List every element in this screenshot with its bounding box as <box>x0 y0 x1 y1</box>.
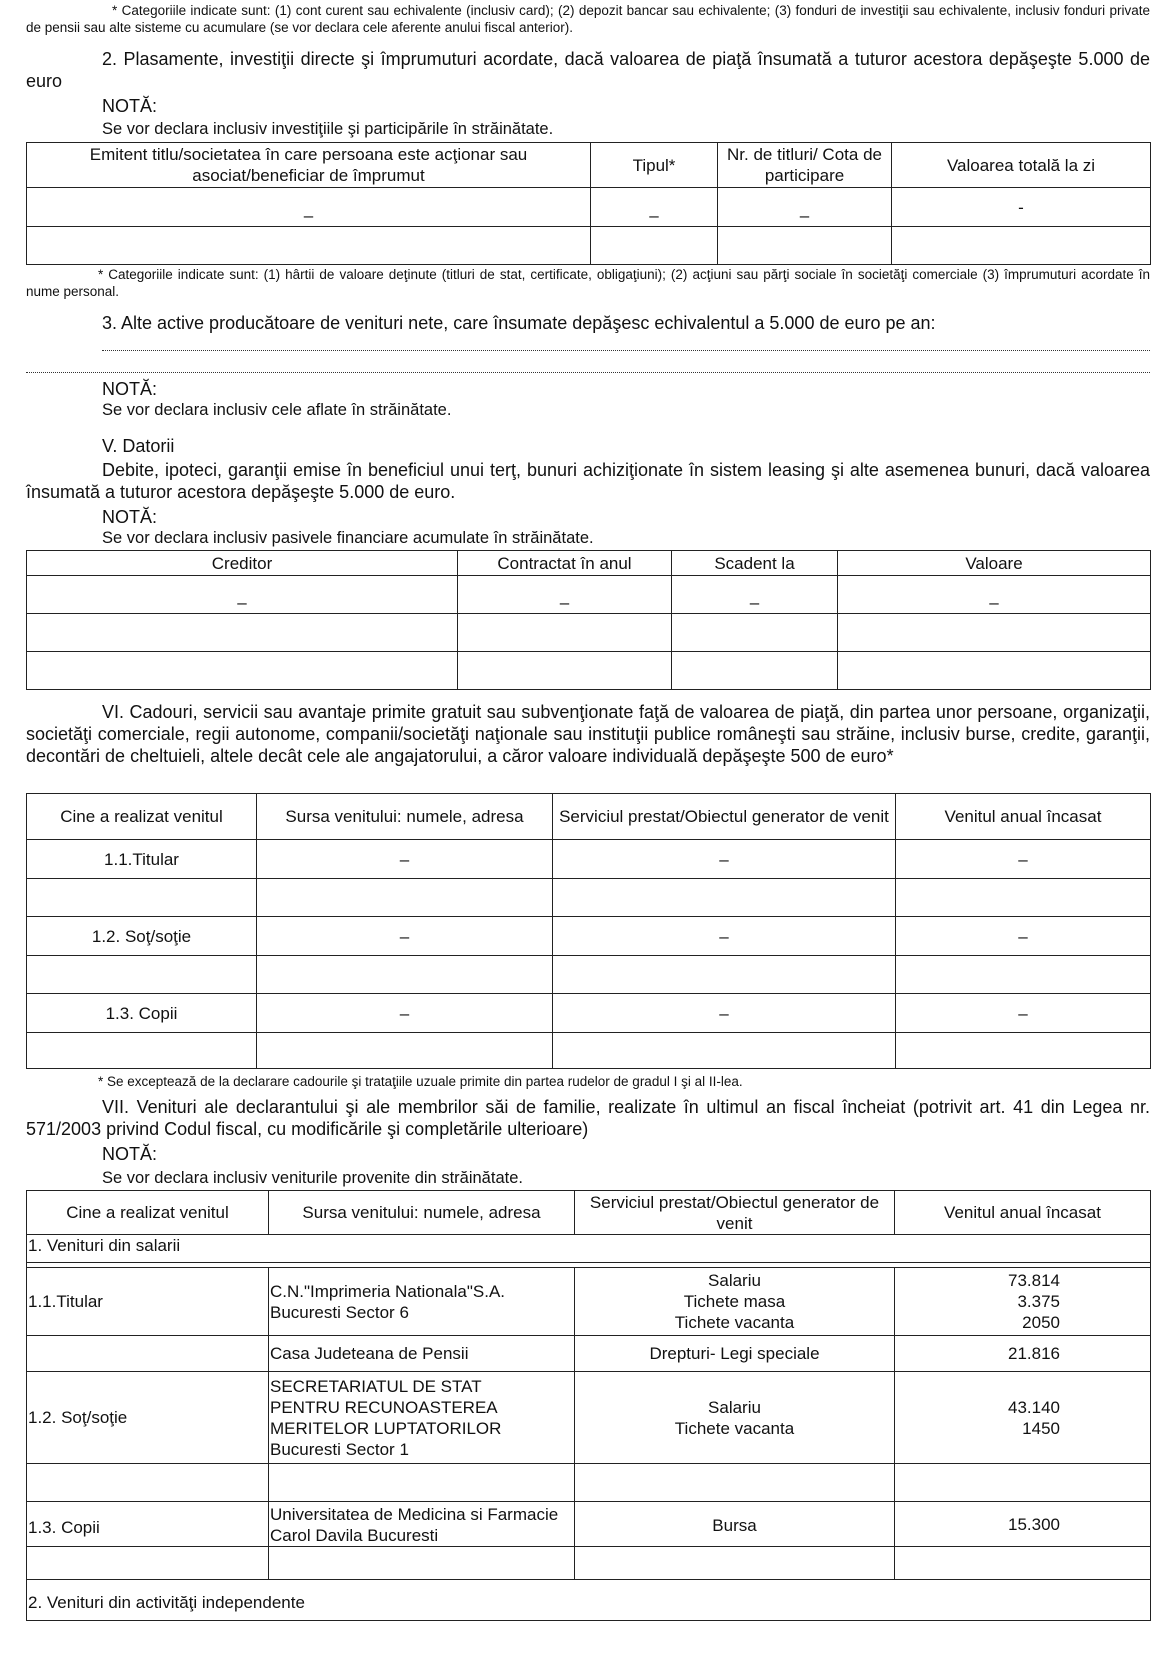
col-header-income: Venitul anual încasat <box>895 1191 1151 1235</box>
table-row: – – – - <box>27 188 1151 227</box>
col-header-service: Serviciul prestat/Obiectul generator de venit <box>553 794 896 840</box>
section-5-title: V. Datorii <box>102 436 175 456</box>
table-row: Casa Judeteana de Pensii Drepturi- Legi speciale 21.816 <box>27 1336 1151 1372</box>
col-header-income: Venitul anual încasat <box>896 794 1151 840</box>
col-header-service: Serviciul prestat/Obiectul generator de venit <box>575 1191 895 1235</box>
table-row: 1.3. Copii – – – <box>27 994 1151 1033</box>
col-header-due: Scadent la <box>672 551 838 576</box>
table-row: – – – – <box>27 576 1151 614</box>
income-table <box>26 1190 1151 1621</box>
section-2-nota-label: NOTĂ: <box>102 96 158 116</box>
col-header-who: Cine a realizat venitul <box>27 794 257 840</box>
table-row: 1.2. Soţ/soţie SECRETARIATUL DE STAT PENTRU RECUNOASTEREA MERITELOR LUPTATORILOR Bucuresti Sector 1 Salariu Tichete vacanta 43.140 1450 <box>27 1372 1151 1464</box>
section-3-nota-text: Se vor declara inclusiv cele aflate în străinătate. <box>102 401 452 419</box>
table-row <box>27 1464 1151 1502</box>
section-2-footnote: * Categoriile indicate sunt: (1) hârtii de valoare deţinute (titluri de stat, certificate, obligaţiuni); (2) acţiuni sau părţi sociale în societăţi comerciale (3) împrumuturi acordate în nume personal. <box>26 267 1150 299</box>
section-7-nota-label: NOTĂ: <box>102 1144 158 1164</box>
fill-line <box>102 350 1150 351</box>
section-5-text: Debite, ipoteci, garanţii emise în beneficiul unui terţ, bunuri achiziţionate în sistem leasing şi alte asemenea bunuri, dacă valoarea însumată a tuturor acestora depăşeşte 5.000 de euro. <box>26 460 1150 502</box>
section-5-nota-label: NOTĂ: <box>102 507 158 527</box>
col-header-total-value: Valoarea totală la zi <box>892 143 1151 188</box>
table-row <box>27 1033 1151 1069</box>
col-header-issuer: Emitent titlu/societatea în care persoana este acţionar sau asociat/beneficiar de împrumut <box>27 143 591 188</box>
table-row <box>27 652 1151 690</box>
table-row: 1.1.Titular – – – <box>27 840 1151 879</box>
table-row <box>27 614 1151 652</box>
fill-line <box>26 372 1150 373</box>
col-header-type: Tipul* <box>591 143 718 188</box>
col-header-creditor: Creditor <box>27 551 458 576</box>
col-header-who: Cine a realizat venitul <box>27 1191 269 1235</box>
debts-table <box>26 550 1151 690</box>
table-row <box>27 227 1151 265</box>
table-row: 1.2. Soţ/soţie – – – <box>27 917 1151 956</box>
col-header-value: Valoare <box>838 551 1151 576</box>
section-2-title: 2. Plasamente, investiţii directe şi împrumuturi acordate, dacă valoarea de piaţă însumată a tuturor acestora depăşeşte 5.000 de euro <box>26 49 1150 91</box>
footnote-deposits: * Categoriile indicate sunt: (1) cont curent sau echivalente (inclusiv card); (2) depozit bancar sau echivalente; (3) fonduri de investiţii sau echivalente, inclusiv fonduri private de pensii sau alte sisteme cu acumulare (se vor declara cele aferente anului fiscal anterior). <box>26 3 1150 35</box>
table-row: 1.3. Copii Universitatea de Medicina si Farmacie Carol Davila Bucuresti Bursa 15.300 <box>27 1502 1151 1547</box>
col-header-source: Sursa venitului: numele, adresa <box>257 794 553 840</box>
section-5-nota-text: Se vor declara inclusiv pasivele financiare acumulate în străinătate. <box>102 529 594 547</box>
investments-table <box>26 142 1151 265</box>
section-3-nota-label: NOTĂ: <box>102 379 158 399</box>
table-row <box>27 879 1151 917</box>
section-7-nota-text: Se vor declara inclusiv veniturile provenite din străinătate. <box>102 1169 523 1187</box>
col-header-year: Contractat în anul <box>458 551 672 576</box>
section-6-footnote: * Se exceptează de la declarare cadourile şi trataţiile uzuale primite din partea rudelor de gradul I şi al II-lea. <box>98 1074 743 1089</box>
section-3-title: 3. Alte active producătoare de venituri nete, care însumate depăşesc echivalentul a 5.000 de euro pe an: <box>102 313 936 333</box>
gifts-table <box>26 793 1151 1069</box>
col-header-source: Sursa venitului: numele, adresa <box>269 1191 575 1235</box>
group-independent: 2. Venituri din activităţi independente <box>27 1580 1151 1621</box>
table-row <box>27 956 1151 994</box>
table-row: 1.1.Titular C.N."Imprimeria Nationala"S.A. Bucuresti Sector 6 Salariu Tichete masa Tichete vacanta 73.814 3.375 2050 <box>27 1268 1151 1336</box>
table-row <box>27 1547 1151 1580</box>
section-6-text: VI. Cadouri, servicii sau avantaje primite gratuit sau subvenţionate faţă de valoarea de piaţă, din partea unor persoane, organizaţii, societăţi comerciale, regii autonome, companii/societăţi naţionale sau instituţii publice româneşti sau străine, inclusiv burse, credite, garanţii, decontări de cheltuieli, altele decât cele ale angajatorului, a căror valoare individuală depăşeşte 500 de euro* <box>26 702 1150 766</box>
col-header-shares: Nr. de titluri/ Cota de participare <box>718 143 892 188</box>
section-7-text: VII. Venituri ale declarantului şi ale membrilor săi de familie, realizate în ultimul an fiscal încheiat (potrivit art. 41 din Legea nr. 571/2003 privind Codul fiscal, cu modificările şi completările ulterioare) <box>26 1097 1150 1139</box>
section-2-nota-text: Se vor declara inclusiv investiţiile şi participările în străinătate. <box>102 120 554 138</box>
group-salaries: 1. Venituri din salarii <box>27 1235 1151 1263</box>
